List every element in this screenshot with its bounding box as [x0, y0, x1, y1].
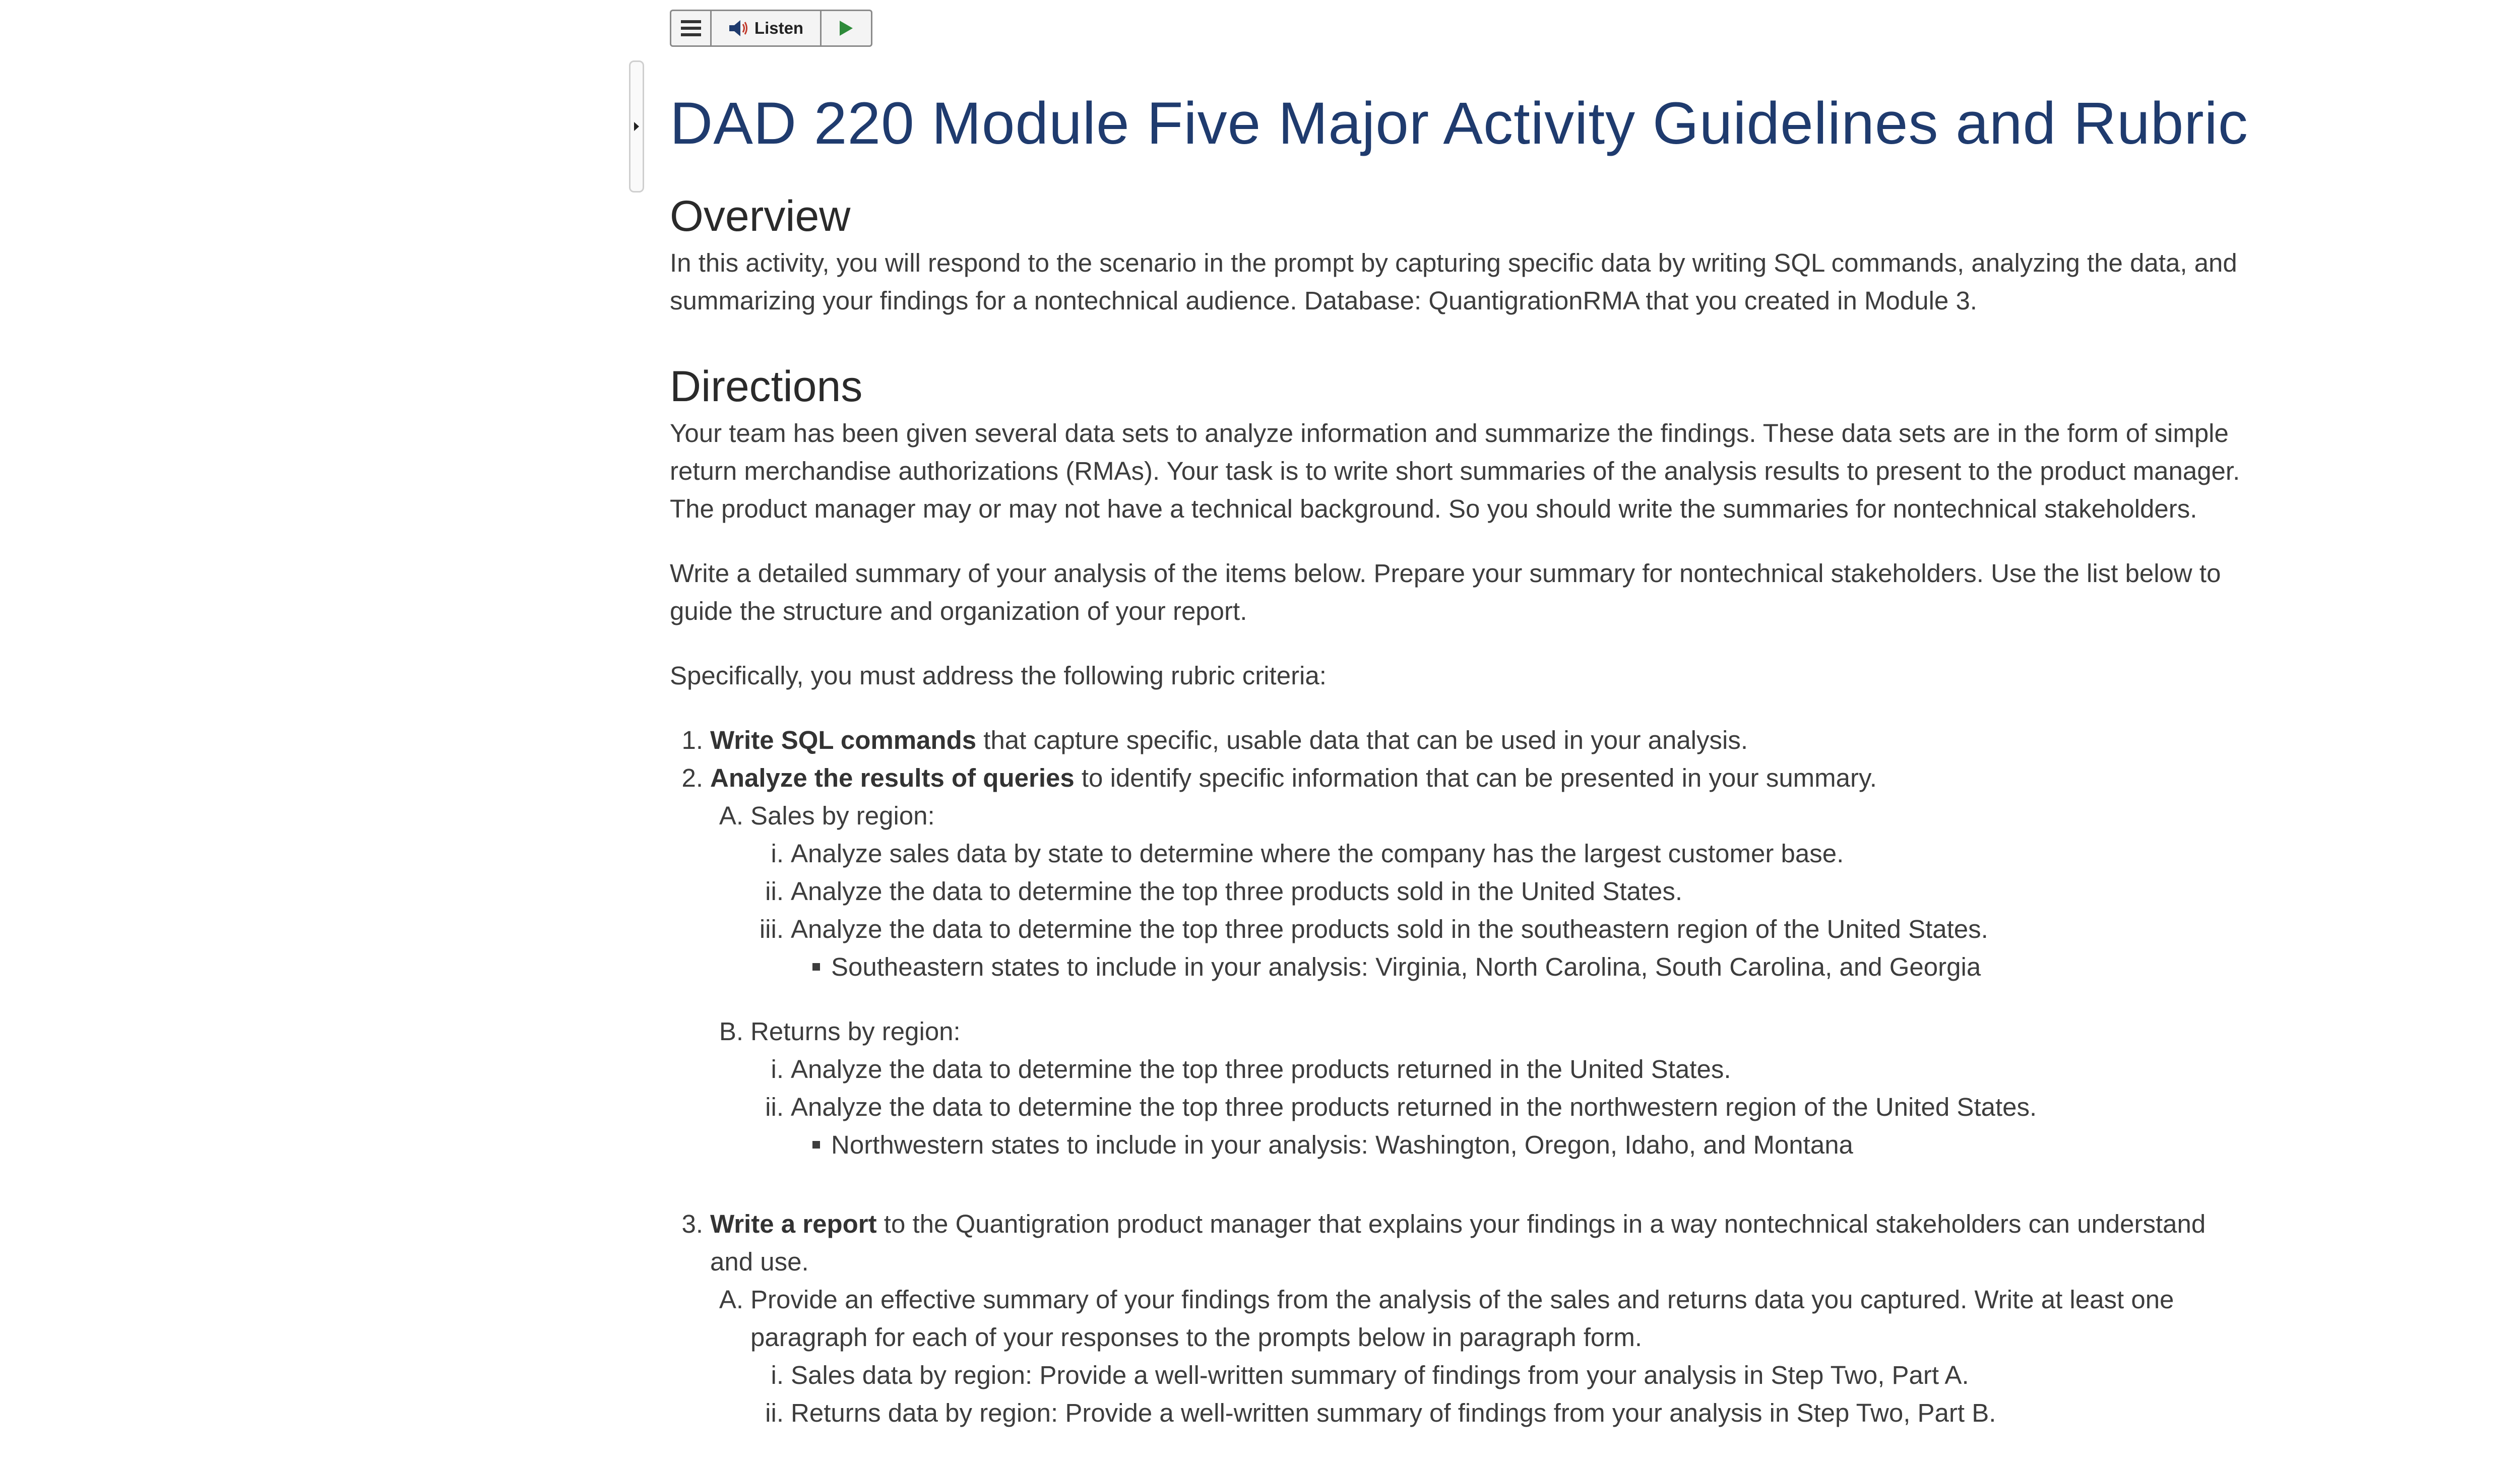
list-item: [670, 759, 2252, 797]
page-content: [670, 81, 2252, 1432]
sub-item-text: Analyze the data to determine the top three products returned in the United States.: [791, 1055, 1731, 1084]
listen-label: Listen: [754, 19, 804, 37]
sub-item-label: Returns by region:: [750, 1017, 961, 1046]
sidebar-collapse-toggle[interactable]: [629, 60, 644, 193]
criterion-text: to identify specific information that can be presented in your summary.: [1074, 764, 1877, 792]
directions-paragraph: Specifically, you must address the following rubric criteria:: [670, 661, 1327, 690]
list-marker: A.: [719, 1285, 743, 1314]
directions-paragraph: Write a detailed summary of your analysis of the items below. Prepare your summary for nontechnical stakeholders. Use the list below to guide the structure and organization of your report.: [670, 559, 2221, 625]
list-marker: 1.: [681, 726, 703, 754]
list-item: [670, 721, 2252, 759]
sub-item-text: Analyze the data to determine the top three products returned in the northwestern region of the United States.: [791, 1093, 2037, 1121]
list-marker: 3.: [681, 1210, 703, 1238]
list-marker: ii.: [765, 1093, 784, 1121]
speaker-icon: [728, 19, 748, 37]
bullet-text: Northwestern states to include in your analysis: Washington, Oregon, Idaho, and Montana: [831, 1130, 1853, 1159]
page-title: DAD 220 Module Five Major Activity Guidelines and Rubric: [670, 90, 2248, 157]
list-marker: ii.: [765, 877, 784, 906]
list-marker: 2.: [681, 764, 703, 792]
bullet-text: Southeastern states to include in your analysis: Virginia, North Carolina, South Carolina, and Georgia: [831, 952, 1981, 981]
list-item: [670, 1088, 2252, 1126]
list-marker: i.: [771, 1361, 784, 1389]
sub-item-text: Sales data by region: Provide a well-written summary of findings from your analysis in Step Two, Part A.: [791, 1361, 1969, 1389]
list-marker: B.: [719, 1017, 743, 1046]
directions-paragraph: Your team has been given several data sets to analyze information and summarize the findings. These data sets are in the form of simple return merchandise authorizations (RMAs). Your task is to write short summaries of the analysis results to present to the product manager. The product manager may or may not have a technical background. So you should write the summaries for nontechnical stakeholders.: [670, 419, 2240, 523]
listen-button[interactable]: [712, 11, 822, 45]
overview-heading: Overview: [670, 192, 851, 240]
sub-item-text: Analyze sales data by state to determine where the company has the largest customer base.: [791, 839, 1844, 868]
criterion-title: Write SQL commands: [710, 726, 977, 754]
list-item: [670, 1012, 2252, 1050]
list-item: [670, 1394, 2252, 1432]
rubric-criteria-list: [670, 721, 2252, 1432]
list-item: [670, 1050, 2252, 1088]
list-marker: i.: [771, 1055, 784, 1084]
list-marker: i.: [771, 839, 784, 868]
criterion-title: Analyze the results of queries: [710, 764, 1075, 792]
criterion-title: Write a report: [710, 1210, 877, 1238]
menu-button[interactable]: [671, 11, 712, 45]
list-marker: iii.: [759, 915, 784, 943]
list-item: [670, 1205, 2252, 1281]
overview-text: In this activity, you will respond to the scenario in the prompt by capturing specific data by writing SQL commands, analyzing the data, and summarizing your findings for a nontechnical audience. Database: QuantigrationRMA that you created in Module 3.: [670, 248, 2237, 315]
criterion-text: to the Quantigration product manager that explains your findings in a way nontechnical stakeholders can understand and use.: [710, 1210, 2206, 1276]
play-icon: [839, 20, 854, 37]
sub-item-text: Analyze the data to determine the top three products sold in the southeastern region of the United States.: [791, 915, 1988, 943]
list-item: [670, 948, 2252, 986]
square-bullet-icon: [812, 1141, 820, 1149]
list-item: [670, 872, 2252, 910]
list-marker: ii.: [765, 1398, 784, 1427]
list-item: [670, 1126, 2252, 1164]
list-item: [670, 1281, 2252, 1356]
list-item: [670, 910, 2252, 948]
criterion-text: that capture specific, usable data that can be used in your analysis.: [976, 726, 1748, 754]
sub-item-text: Provide an effective summary of your findings from the analysis of the sales and returns data you captured. Write at least one paragraph for each of your responses to the prompts below in paragraph form.: [750, 1285, 2174, 1352]
list-marker: A.: [719, 801, 743, 830]
list-item: [670, 835, 2252, 872]
sub-item-text: Returns data by region: Provide a well-written summary of findings from your analysis in Step Two, Part B.: [791, 1398, 1996, 1427]
play-button[interactable]: [822, 11, 871, 45]
square-bullet-icon: [812, 963, 820, 971]
sub-item-text: Analyze the data to determine the top three products sold in the United States.: [791, 877, 1683, 906]
list-item: [670, 797, 2252, 835]
listen-toolbar: [670, 10, 872, 47]
list-item: [670, 1356, 2252, 1394]
sub-item-label: Sales by region:: [750, 801, 935, 830]
directions-heading: Directions: [670, 362, 863, 411]
menu-icon: [681, 20, 701, 36]
caret-right-icon: [633, 121, 640, 132]
